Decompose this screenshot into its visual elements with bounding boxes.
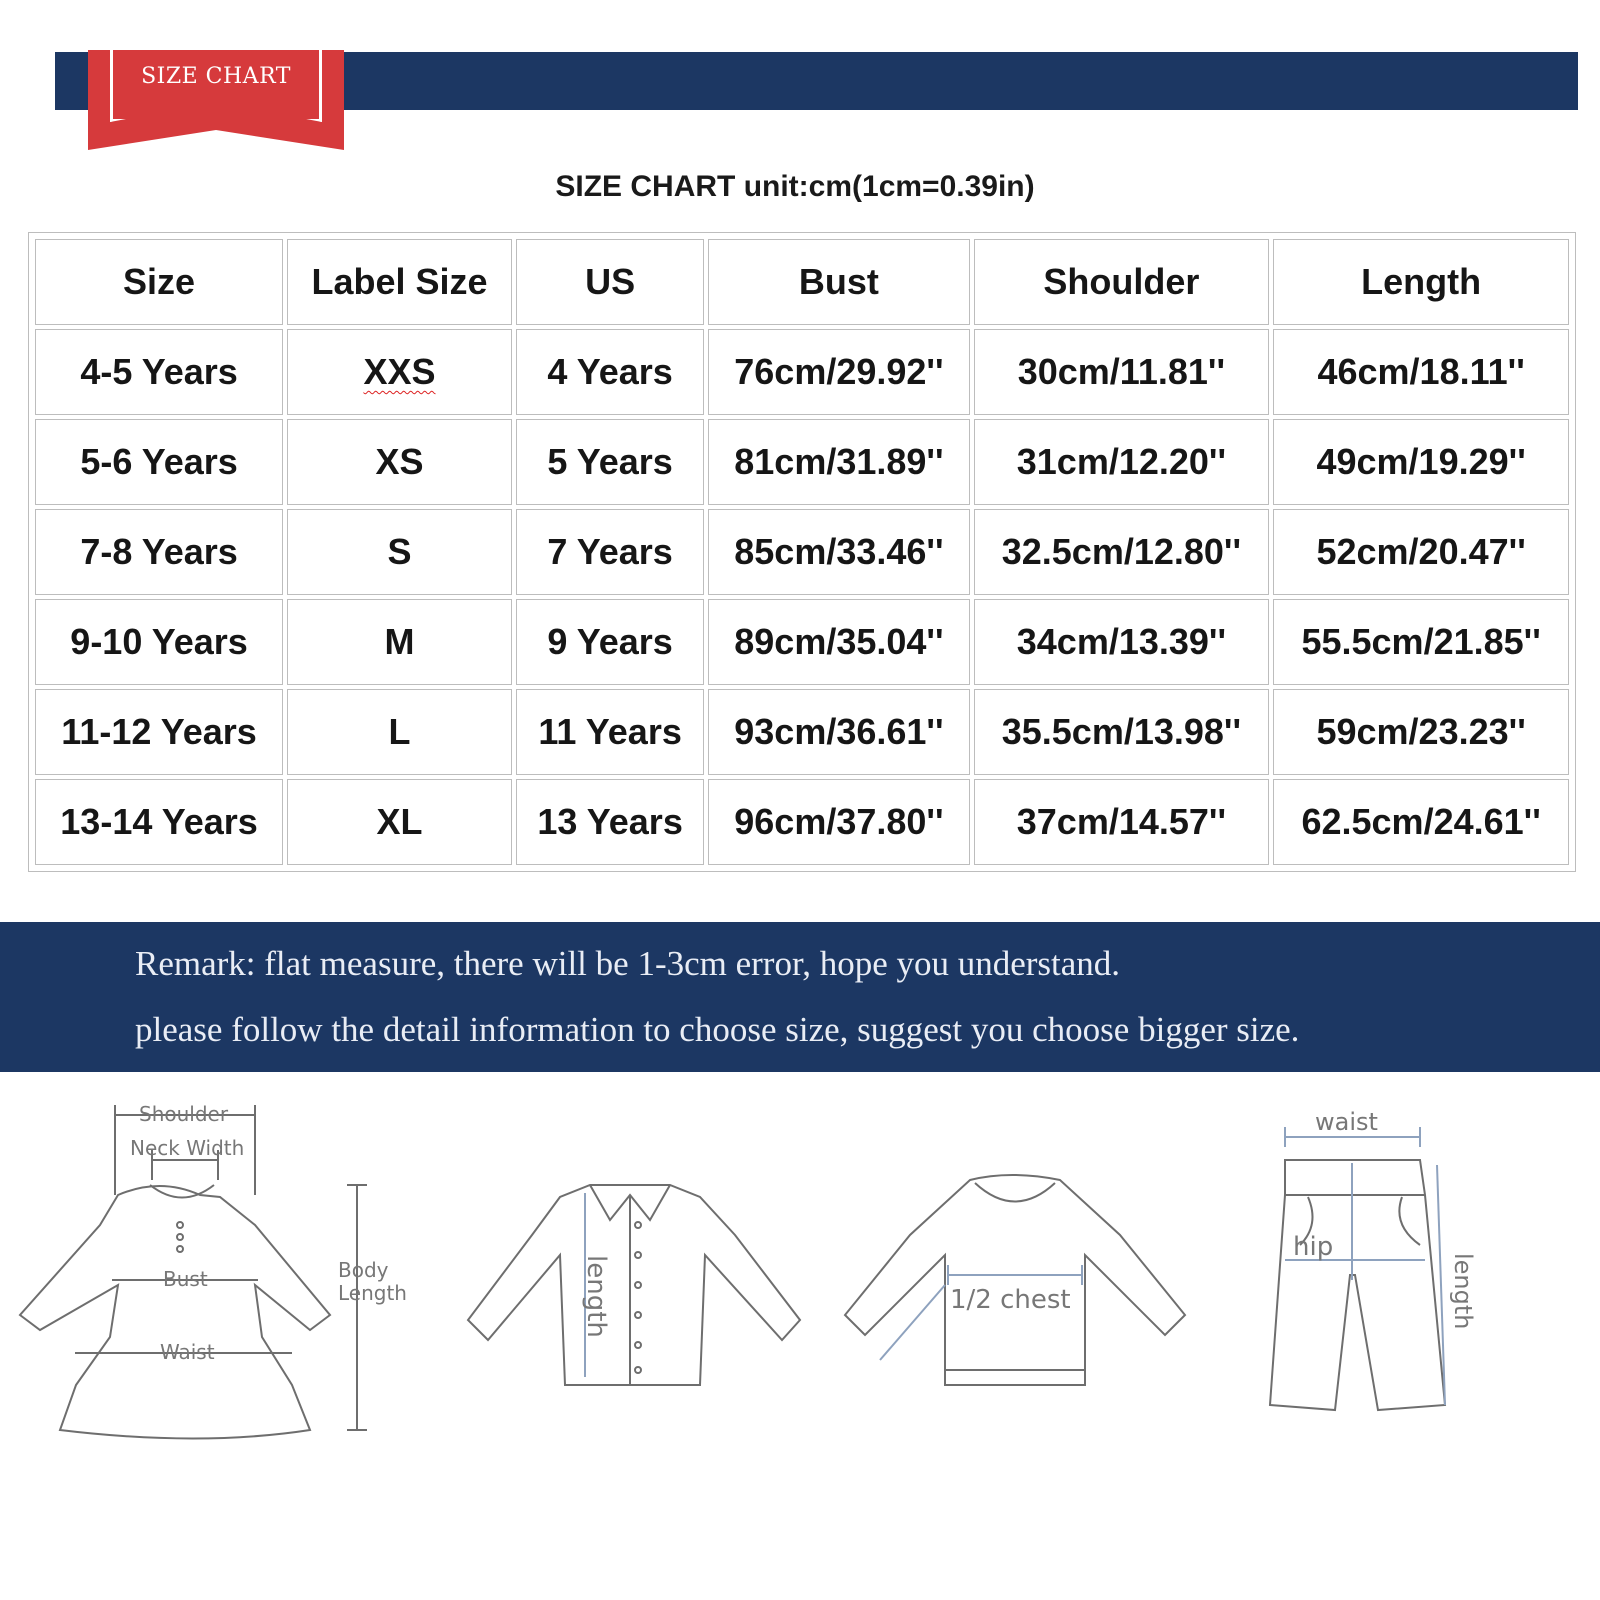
- dress-button: [177, 1246, 183, 1252]
- cell-us: 4 Years: [516, 329, 704, 415]
- cell-bust: 96cm/37.80'': [708, 779, 969, 865]
- cell-shoulder: 32.5cm/12.80'': [974, 509, 1270, 595]
- cell-us: 11 Years: [516, 689, 704, 775]
- dress-bust-label: Bust: [163, 1267, 208, 1291]
- pants-outline: [1270, 1160, 1445, 1410]
- cell-length: 52cm/20.47'': [1273, 509, 1569, 595]
- dress-body-label: Body: [338, 1258, 389, 1282]
- cell-label-size: L: [287, 689, 512, 775]
- dress-button: [177, 1234, 183, 1240]
- table-row: [35, 779, 1569, 865]
- sweater-outline: [845, 1175, 1185, 1385]
- measurement-diagrams: [0, 1085, 1600, 1445]
- cell-length: 55.5cm/21.85'': [1273, 599, 1569, 685]
- cell-label-size: [287, 329, 512, 415]
- cell-bust: 93cm/36.61'': [708, 689, 969, 775]
- shirt-length-label: length: [581, 1255, 611, 1338]
- pants-length-label: length: [1449, 1253, 1477, 1330]
- chart-heading: SIZE CHART unit:cm(1cm=0.39in): [555, 170, 1035, 203]
- sweater-chest-label: 1/2 chest: [950, 1285, 1071, 1315]
- cell-shoulder: 31cm/12.20'': [974, 419, 1270, 505]
- cell-shoulder: 30cm/11.81'': [974, 329, 1270, 415]
- header-label-size: Label Size: [287, 239, 512, 325]
- cell-size: 9-10 Years: [35, 599, 283, 685]
- cell-us: 7 Years: [516, 509, 704, 595]
- cell-shoulder: 37cm/14.57'': [974, 779, 1270, 865]
- cell-size: 11-12 Years: [35, 689, 283, 775]
- cell-bust: 76cm/29.92'': [708, 329, 969, 415]
- cell-label-size: XL: [287, 779, 512, 865]
- cell-label-size: XS: [287, 419, 512, 505]
- sweater-neckline: [975, 1183, 1055, 1202]
- remark-line-1: Remark: flat measure, there will be 1-3cm error, hope you understand.: [135, 944, 1121, 983]
- cell-shoulder: 35.5cm/13.98'': [974, 689, 1270, 775]
- ribbon-label: SIZE CHART: [141, 64, 291, 89]
- size-table: [31, 235, 1573, 869]
- table-row: [35, 509, 1569, 595]
- table-row: [35, 689, 1569, 775]
- remark-line-2: please follow the detail information to choose size, suggest you choose bigger size.: [135, 1010, 1300, 1049]
- header-length: Length: [1273, 239, 1569, 325]
- sweater-diagram: [845, 1175, 1185, 1385]
- cell-length: 62.5cm/24.61'': [1273, 779, 1569, 865]
- cell-bust: 85cm/33.46'': [708, 509, 969, 595]
- cell-size: 4-5 Years: [35, 329, 283, 415]
- dress-length-label: Length: [338, 1281, 407, 1305]
- dress-waist-label: Waist: [160, 1340, 215, 1364]
- header-us: US: [516, 239, 704, 325]
- cell-length: 49cm/19.29'': [1273, 419, 1569, 505]
- cell-size: 7-8 Years: [35, 509, 283, 595]
- cell-bust: 81cm/31.89'': [708, 419, 969, 505]
- cell-size: 13-14 Years: [35, 779, 283, 865]
- pants-hip-label: hip: [1293, 1232, 1334, 1262]
- cell-length: 59cm/23.23'': [1273, 689, 1569, 775]
- cell-bust: 89cm/35.04'': [708, 599, 969, 685]
- remark-band: [0, 922, 1600, 1072]
- pants-diagram: [1270, 1127, 1445, 1410]
- cell-us: 9 Years: [516, 599, 704, 685]
- header-size: Size: [35, 239, 283, 325]
- cell-label-size: M: [287, 599, 512, 685]
- header-shoulder: Shoulder: [974, 239, 1270, 325]
- table-row: [35, 599, 1569, 685]
- dress-button: [177, 1222, 183, 1228]
- dress-outline: [20, 1186, 330, 1439]
- cell-us: 13 Years: [516, 779, 704, 865]
- dress-neck-width-label: Neck Width: [130, 1136, 245, 1160]
- diagrams-svg: [0, 1085, 1600, 1445]
- cell-shoulder: 34cm/13.39'': [974, 599, 1270, 685]
- cell-us: 5 Years: [516, 419, 704, 505]
- dress-shoulder-label: Shoulder: [139, 1102, 229, 1126]
- pants-waist-label: waist: [1315, 1108, 1378, 1136]
- size-table-frame: [28, 232, 1576, 872]
- header-bust: Bust: [708, 239, 969, 325]
- table-row: [35, 419, 1569, 505]
- cell-label-size: S: [287, 509, 512, 595]
- cell-length: 46cm/18.11'': [1273, 329, 1569, 415]
- table-row: [35, 329, 1569, 415]
- table-header-row: [35, 239, 1569, 325]
- cell-label-size-text: XXS: [363, 351, 436, 392]
- cell-size: 5-6 Years: [35, 419, 283, 505]
- shirt-diagram: [468, 1185, 800, 1385]
